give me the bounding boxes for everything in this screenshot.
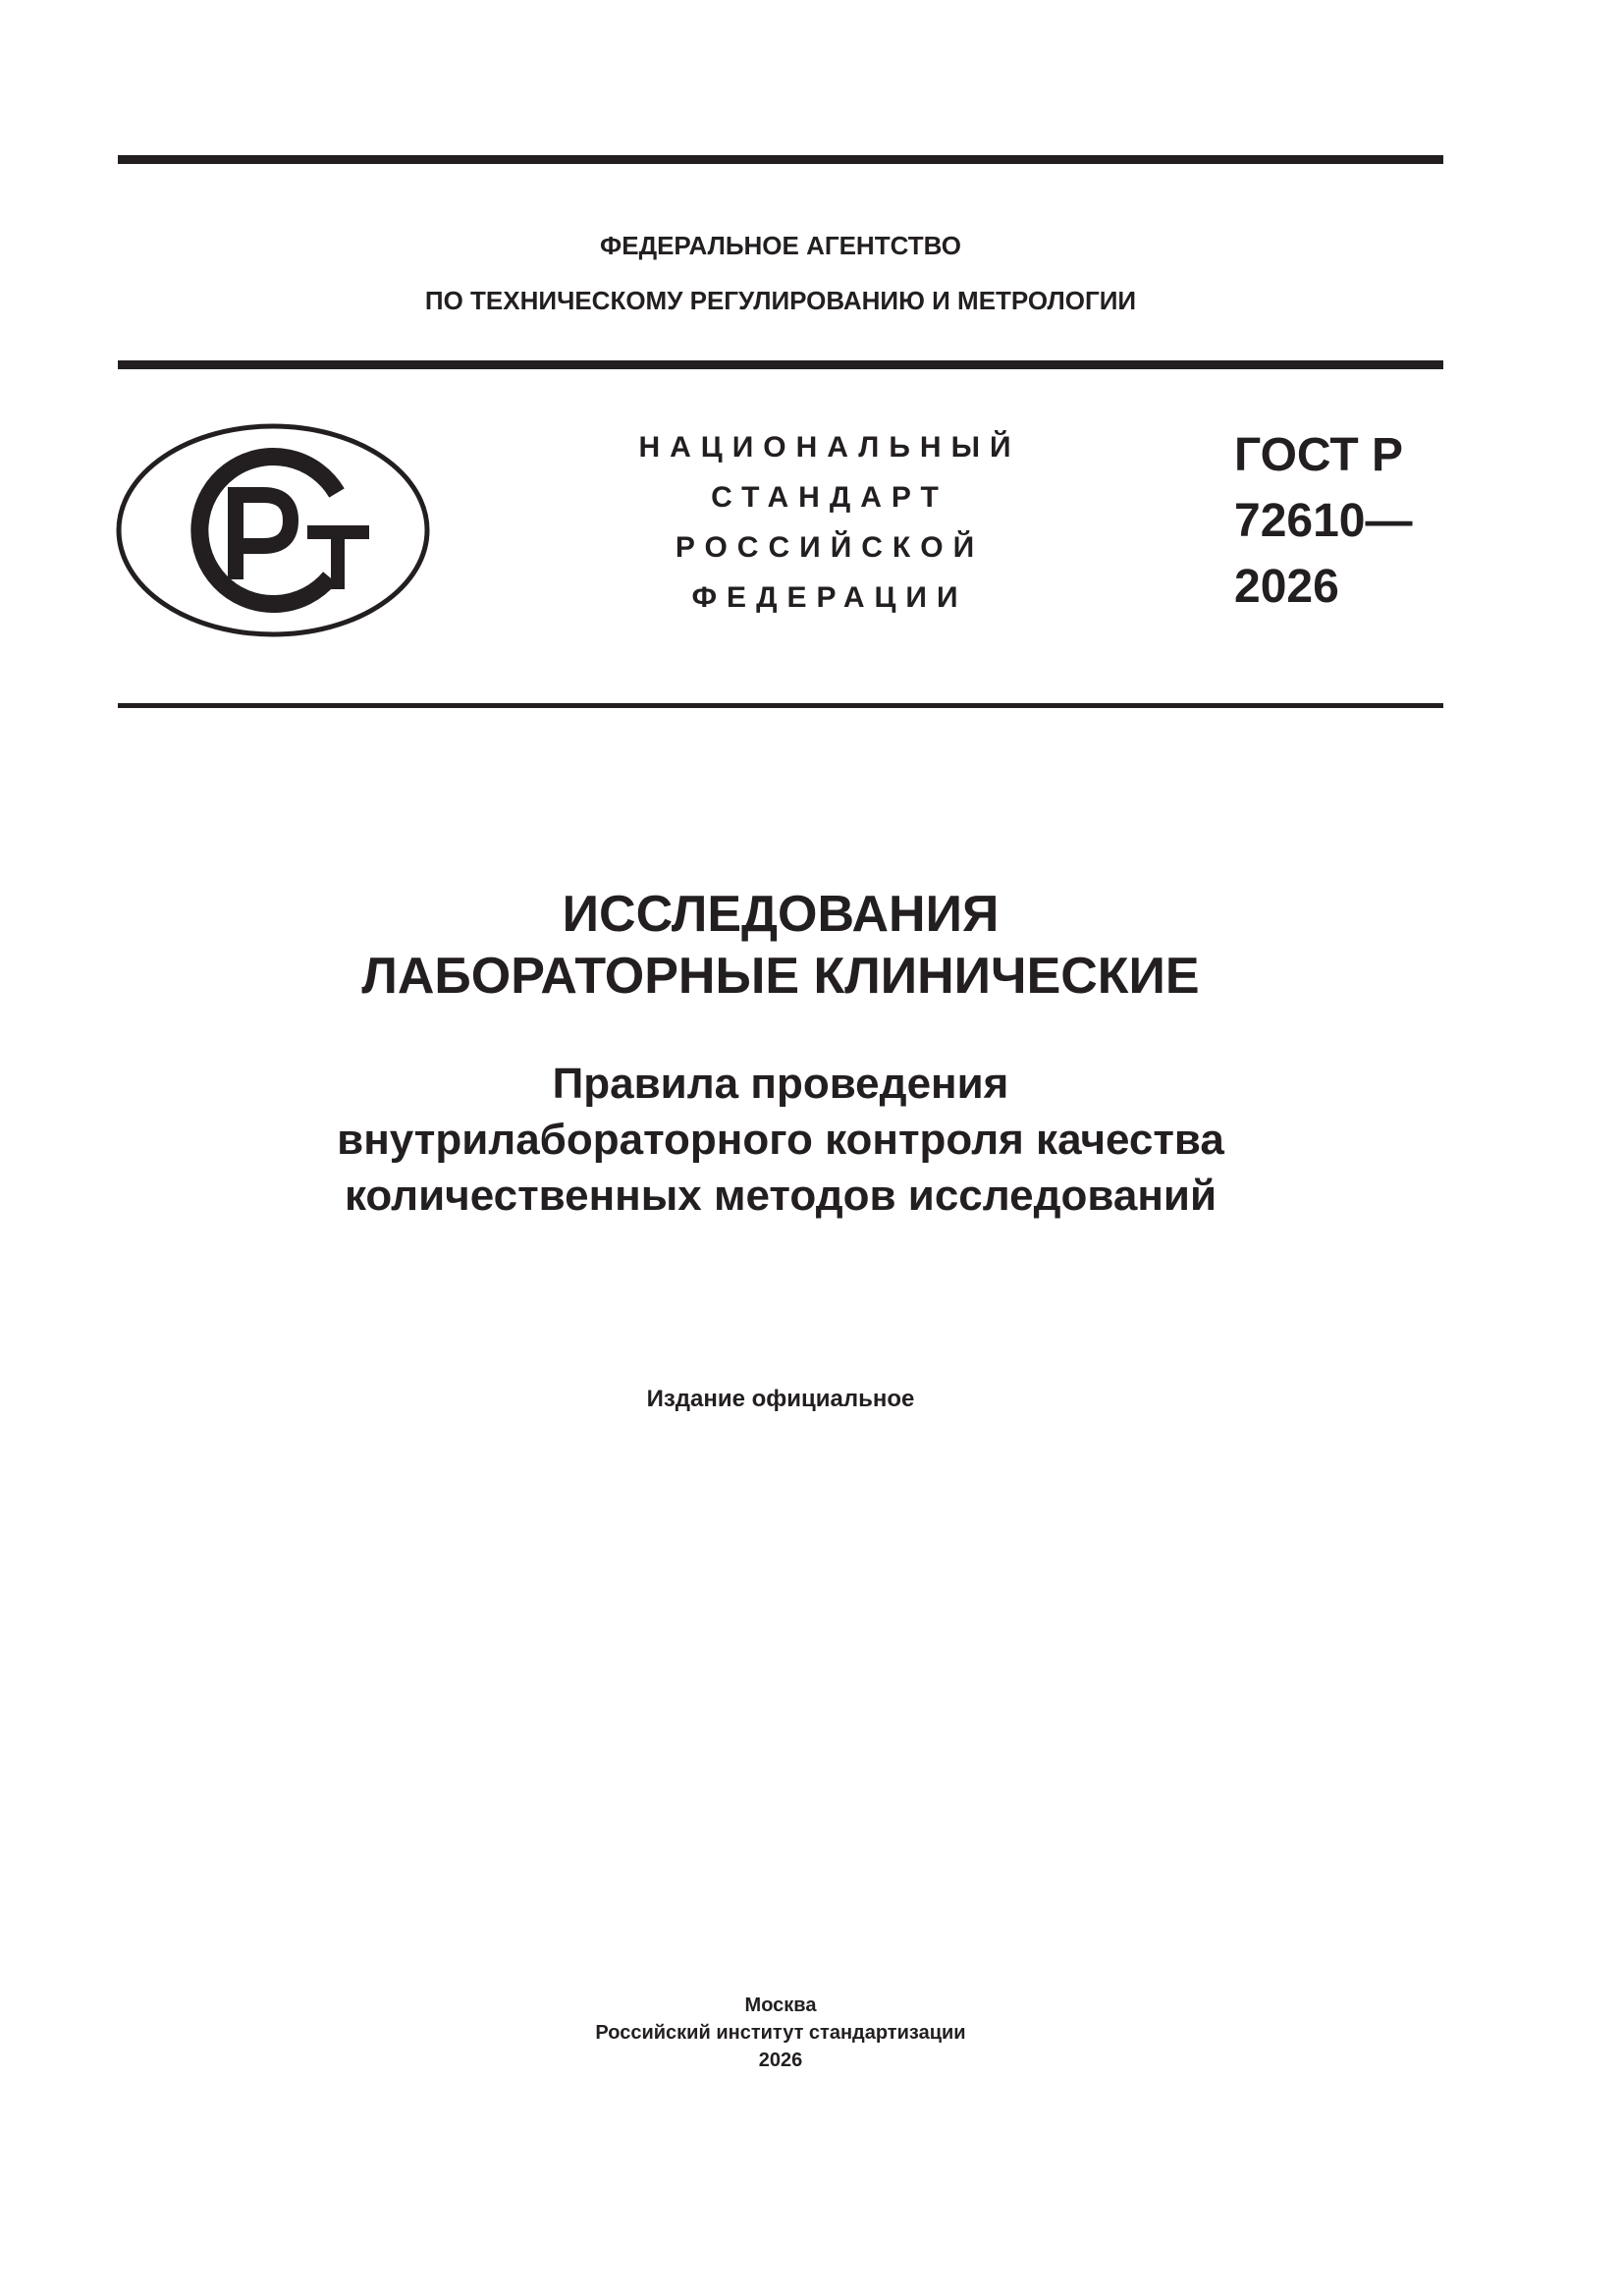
top-divider (118, 155, 1443, 164)
agency-line-2: ПО ТЕХНИЧЕСКОМУ РЕГУЛИРОВАНИЮ И МЕТРОЛОГИИ (424, 286, 1137, 315)
national-line-3: РОССИЙСКОЙ (675, 531, 985, 564)
gost-line-3: 2026 (1234, 561, 1339, 613)
middle-divider (118, 360, 1443, 369)
national-line-4: ФЕДЕРАЦИИ (691, 581, 968, 614)
agency-header (118, 218, 1443, 328)
imprint (118, 1992, 1443, 2074)
document-subtitle (118, 1056, 1443, 1224)
title-line-2: ЛАБОРАТОРНЫЕ КЛИНИЧЕСКИЕ (361, 948, 1200, 1005)
subtitle-line-1: Правила проведения (552, 1060, 1009, 1108)
imprint-publisher: Российский институт стандартизации (595, 2022, 966, 2044)
national-standard-label (589, 422, 1070, 623)
document-title (118, 884, 1443, 1008)
title-line-1: ИССЛЕДОВАНИЯ (562, 886, 1000, 943)
subtitle-line-2: внутрилабораторного контроля качества (337, 1116, 1224, 1164)
gost-line-2: 72610— (1234, 495, 1413, 547)
national-line-1: НАЦИОНАЛЬНЫЙ (638, 431, 1021, 464)
gost-number (1234, 422, 1412, 620)
imprint-year: 2026 (758, 2050, 803, 2071)
subtitle-line-3: количественных методов исследований (344, 1172, 1217, 1220)
rst-emblem-icon (116, 422, 430, 638)
gost-line-1: ГОСТ Р (1234, 429, 1404, 481)
agency-line-1: ФЕДЕРАЛЬНОЕ АГЕНТСТВО (600, 231, 961, 260)
edition-label: Издание официальное (646, 1386, 915, 1412)
imprint-city: Москва (744, 1995, 817, 2016)
bottom-divider (118, 703, 1443, 708)
national-line-2: СТАНДАРТ (711, 481, 948, 514)
